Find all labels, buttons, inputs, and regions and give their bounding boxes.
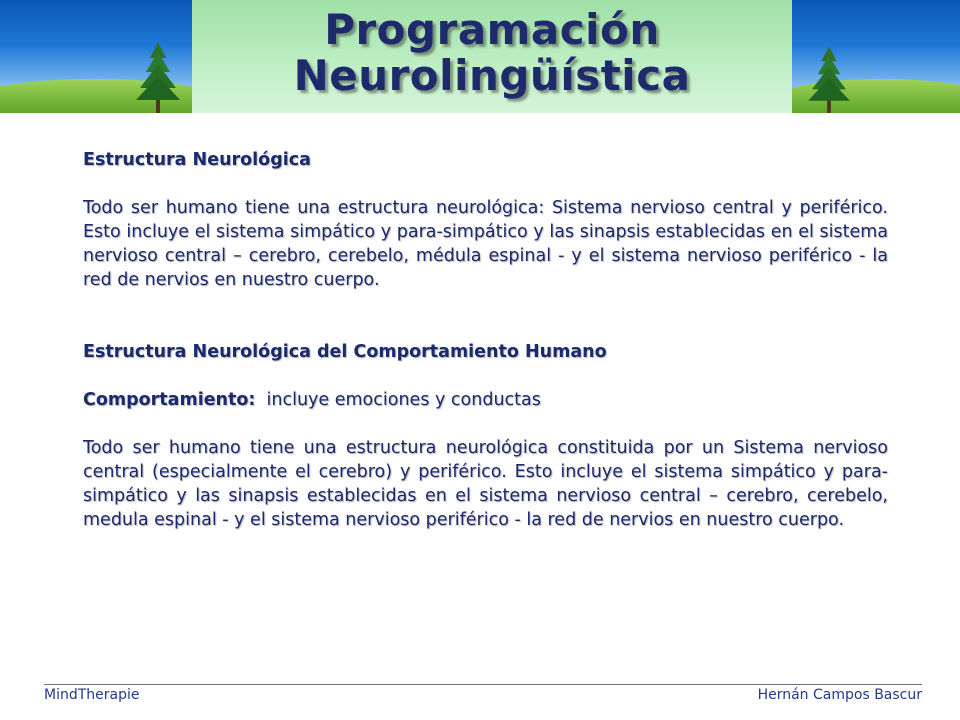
header-banner [0, 0, 960, 113]
sky-right [792, 0, 960, 113]
comportamiento-label: Comportamiento: [83, 390, 256, 410]
sky-left [0, 0, 192, 113]
footer-left-text: MindTherapie [44, 687, 140, 703]
pine-tree-icon [136, 42, 180, 113]
section-paragraph-comportamiento: Todo ser humano tiene una estructura neurológica constituida por un Sistema nervioso central (especialmente el cerebro) y periférico. Esto incluye el sistema simpático y para-simpático y las sinapsis establecidas en el sistema nervioso central – cerebro, cerebelo, medula espinal - y el sistema nervioso periférico - la red de nervios en nuestro cuerpo. [83, 438, 888, 530]
footer-divider [44, 684, 922, 685]
footer-right-text: Hernán Campos Bascur [757, 687, 922, 703]
page-title-line-1: Programación [324, 5, 660, 54]
page-title-line-2: Neurolingüística [293, 51, 691, 100]
section-paragraph-estructura: Todo ser humano tiene una estructura neurológica: Sistema nervioso central y periférico. Esto incluye el sistema simpático y para-simpático y las sinapsis establecidas en el sistema nervioso central – cerebro, cerebelo, médula espinal - y el sistema nervioso periférico - la red de nervios en nuestro cuerpo. [83, 198, 888, 290]
section-heading-estructura: Estructura Neurológica [83, 150, 311, 170]
comportamiento-line [83, 388, 888, 412]
main-content [83, 148, 888, 532]
section-heading-comportamiento: Estructura Neurológica del Comportamiento Humano [83, 342, 607, 362]
comportamiento-text: incluye emociones y conductas [255, 390, 541, 410]
pine-tree-icon [808, 46, 850, 113]
title-panel [192, 0, 792, 113]
